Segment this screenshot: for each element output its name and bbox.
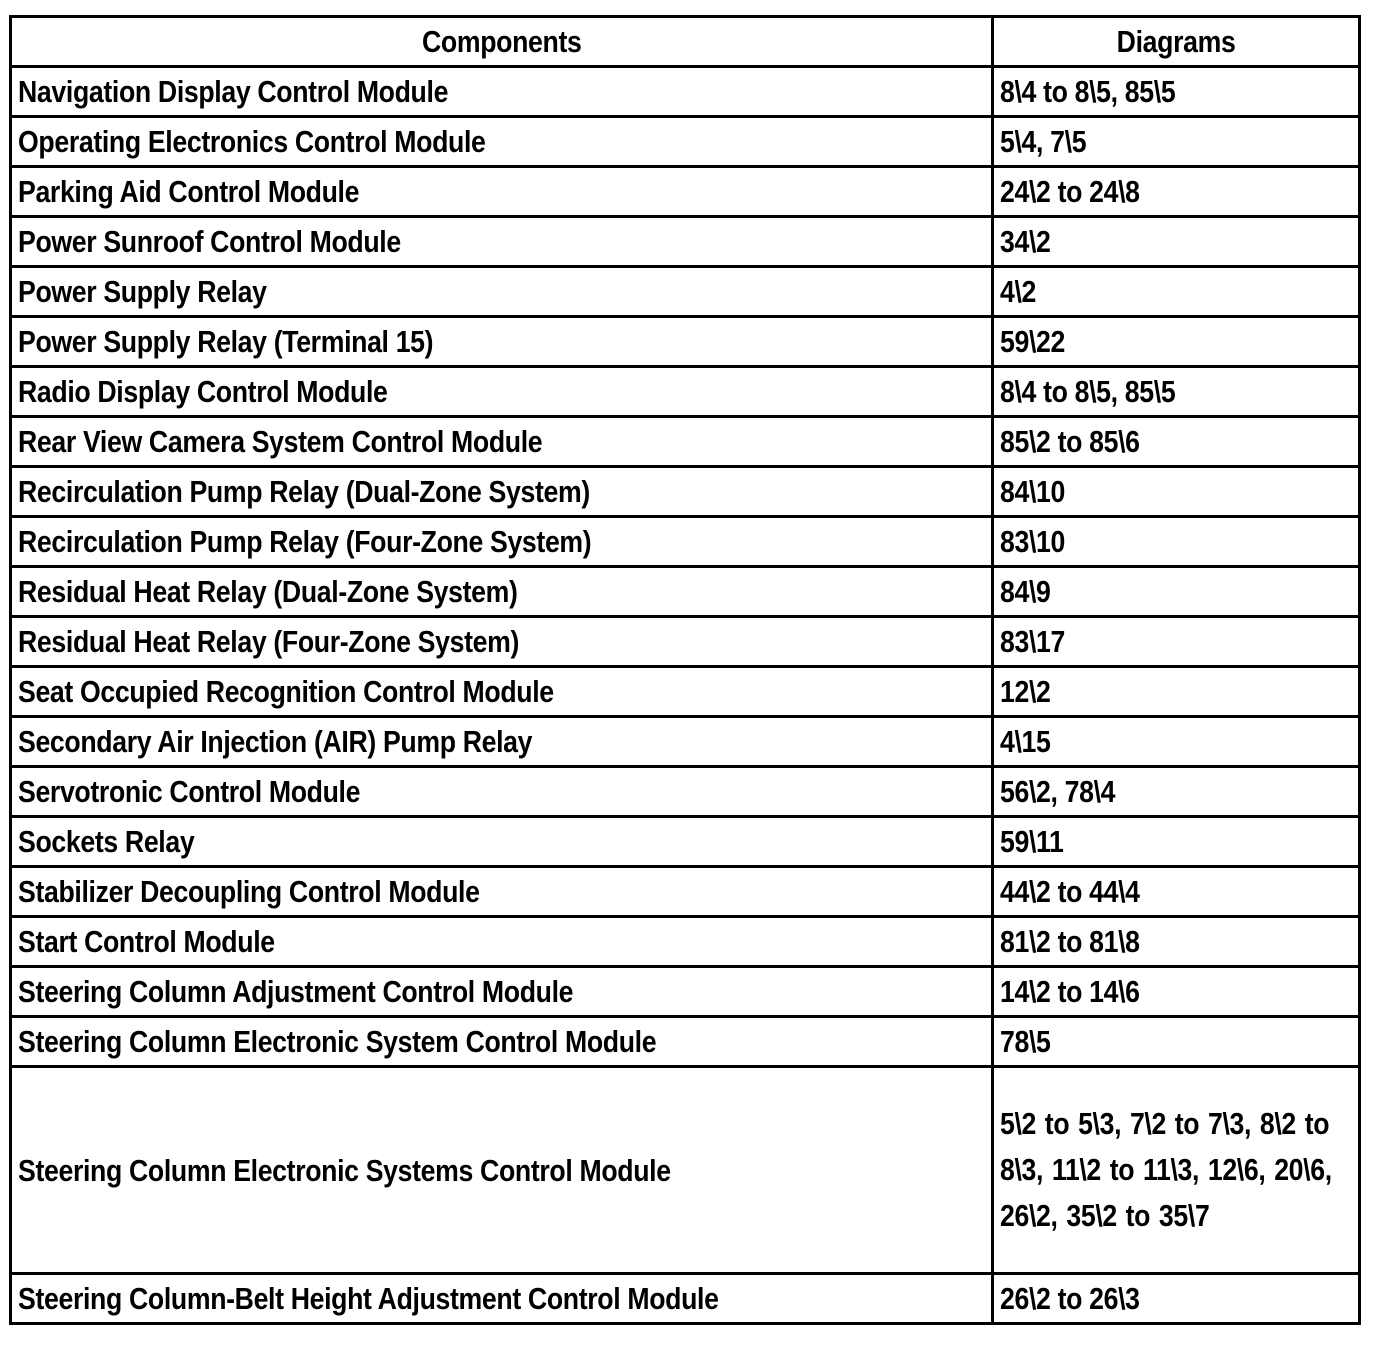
components-diagrams-table-container [9, 15, 1358, 1325]
table-row [11, 417, 1360, 467]
component-cell: Secondary Air Injection (AIR) Pump Relay [11, 717, 993, 767]
component-cell: Navigation Display Control Module [11, 67, 993, 117]
table-row [11, 167, 1360, 217]
diagrams-cell: 83\10 [993, 517, 1360, 567]
diagrams-cell: 83\17 [993, 617, 1360, 667]
diagrams-cell: 12\2 [993, 667, 1360, 717]
table-row [11, 667, 1360, 717]
component-cell: Steering Column-Belt Height Adjustment Control Module [11, 1274, 993, 1324]
table-row [11, 467, 1360, 517]
diagrams-cell: 84\10 [993, 467, 1360, 517]
header-row [11, 17, 1360, 67]
diagrams-cell: 8\4 to 8\5, 85\5 [993, 367, 1360, 417]
diagrams-cell: 81\2 to 81\8 [993, 917, 1360, 967]
diagrams-cell: 78\5 [993, 1017, 1360, 1067]
table-row [11, 567, 1360, 617]
table-row [11, 117, 1360, 167]
table-row [11, 317, 1360, 367]
component-cell: Steering Column Electronic System Control Module [11, 1017, 993, 1067]
table-row [11, 817, 1360, 867]
table-row [11, 717, 1360, 767]
component-cell: Stabilizer Decoupling Control Module [11, 867, 993, 917]
diagrams-cell: 26\2 to 26\3 [993, 1274, 1360, 1324]
component-cell: Rear View Camera System Control Module [11, 417, 993, 467]
component-cell: Power Supply Relay (Terminal 15) [11, 317, 993, 367]
diagrams-column-header: Diagrams [993, 17, 1360, 67]
table-header [11, 17, 1360, 67]
table-row [11, 1067, 1360, 1274]
diagrams-cell: 4\15 [993, 717, 1360, 767]
component-cell: Operating Electronics Control Module [11, 117, 993, 167]
component-cell: Power Supply Relay [11, 267, 993, 317]
diagrams-cell: 5\4, 7\5 [993, 117, 1360, 167]
table-row [11, 967, 1360, 1017]
table-row [11, 267, 1360, 317]
table-row [11, 367, 1360, 417]
table-row [11, 617, 1360, 667]
component-cell: Recirculation Pump Relay (Dual-Zone System) [11, 467, 993, 517]
diagrams-cell: 59\22 [993, 317, 1360, 367]
components-column-header: Components [11, 17, 993, 67]
component-cell: Radio Display Control Module [11, 367, 993, 417]
table-row [11, 867, 1360, 917]
table-row [11, 767, 1360, 817]
component-cell: Steering Column Adjustment Control Module [11, 967, 993, 1017]
component-cell: Parking Aid Control Module [11, 167, 993, 217]
component-cell: Recirculation Pump Relay (Four-Zone System) [11, 517, 993, 567]
components-diagrams-table [9, 15, 1361, 1325]
component-cell: Residual Heat Relay (Dual-Zone System) [11, 567, 993, 617]
diagrams-cell: 14\2 to 14\6 [993, 967, 1360, 1017]
component-cell: Sockets Relay [11, 817, 993, 867]
component-cell: Power Sunroof Control Module [11, 217, 993, 267]
diagrams-cell: 59\11 [993, 817, 1360, 867]
diagrams-cell: 4\2 [993, 267, 1360, 317]
table-row [11, 217, 1360, 267]
diagrams-cell: 84\9 [993, 567, 1360, 617]
diagrams-cell: 44\2 to 44\4 [993, 867, 1360, 917]
table-body [11, 67, 1360, 1324]
component-cell: Seat Occupied Recognition Control Module [11, 667, 993, 717]
table-row [11, 1274, 1360, 1324]
table-row [11, 1017, 1360, 1067]
diagrams-cell: 5\2 to 5\3, 7\2 to 7\3, 8\2 to 8\3, 11\2 to 11\3, 12\6, 20\6, 26\2, 35\2 to 35\7 [993, 1067, 1360, 1274]
diagrams-cell: 24\2 to 24\8 [993, 167, 1360, 217]
diagrams-cell: 34\2 [993, 217, 1360, 267]
component-cell: Servotronic Control Module [11, 767, 993, 817]
table-row [11, 517, 1360, 567]
component-cell: Residual Heat Relay (Four-Zone System) [11, 617, 993, 667]
diagrams-cell: 85\2 to 85\6 [993, 417, 1360, 467]
component-cell: Steering Column Electronic Systems Control Module [11, 1067, 993, 1274]
component-cell: Start Control Module [11, 917, 993, 967]
diagrams-cell: 56\2, 78\4 [993, 767, 1360, 817]
table-row [11, 917, 1360, 967]
table-row [11, 67, 1360, 117]
diagrams-cell: 8\4 to 8\5, 85\5 [993, 67, 1360, 117]
